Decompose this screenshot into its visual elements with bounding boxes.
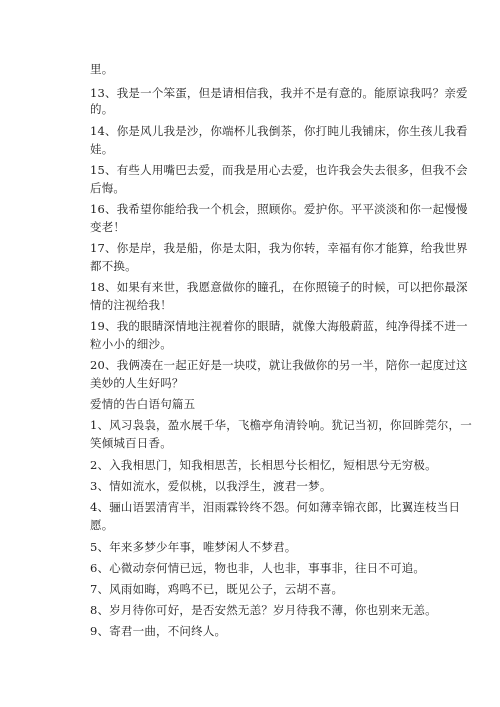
text-line: 18、如果有来世，我愿意做你的瞳孔，在你照镜子的时候，可以把你最深 [90, 280, 468, 294]
text-line: 后悔。 [90, 181, 126, 195]
text-line: 19、我的眼睛深情地注视着你的眼睛，就像大海般蔚蓝，纯净得揉不进一 [90, 319, 468, 333]
text-line: 15、有些人用嘴巴去爱，而我是用心去爱，也许我会失去很多，但我不会 [90, 163, 468, 177]
text-line: 7、风雨如晦，鸡鸣不已，既见公子，云胡不喜。 [90, 582, 344, 596]
text-line: 情的注视给我！ [90, 298, 172, 312]
text-line: 粒小小的细沙。 [90, 337, 172, 351]
text-line: 5、年来多梦少年事，唯梦闲人不梦君。 [90, 540, 297, 554]
text-line: 17、你是岸，我是船，你是太阳，我为你转，幸福有你才能算，给我世界 [90, 241, 468, 255]
text-line: 娃。 [90, 142, 114, 156]
text-line: 都不换。 [90, 259, 137, 273]
text-line: 的。 [90, 102, 114, 116]
text-line: 20、我俩凑在一起正好是一块哎，就让我做你的另一半，陪你一起度过这 [90, 358, 468, 372]
text-line: 14、你是风儿我是沙，你端杯儿我倒茶，你打盹儿我铺床，你生孩儿我看 [90, 124, 468, 138]
text-line: 笑倾城百日香。 [90, 436, 172, 450]
text-line: 3、情如流水，爱似桃，以我浮生，渡君一梦。 [90, 479, 332, 493]
text-line: 2、入我相思门，知我相思苦，长相思兮长相忆，短相思兮无穷极。 [90, 458, 437, 472]
text-line: 16、我希望你能给我一个机会，照顾你。爱护你。平平淡淡和你一起慢慢 [90, 202, 468, 216]
text-line: 1、风习袅袅，盈水展千华，飞檐亭角清铃响。犹记当初，你回眸莞尔，一 [90, 418, 472, 432]
text-line: 9、寄君一曲，不问终人。 [90, 624, 227, 638]
text-line: 8、岁月待你可好，是否安然无恙？岁月待我不薄，你也别来无恙。 [90, 603, 437, 617]
text-line: 里。 [90, 62, 114, 76]
text-line: 6、心微动奈何情已远，物也非，人也非，事事非，往日不可追。 [90, 561, 426, 575]
section-heading: 爱情的告白语句篇五 [90, 397, 196, 411]
text-line: 4、骊山语罢清宵半，泪雨霖铃终不怨。何如薄幸锦衣郎，比翼连枝当日 [90, 500, 461, 514]
text-line: 美妙的人生好吗？ [90, 376, 184, 390]
text-line: 愿。 [90, 518, 114, 532]
text-line: 变老！ [90, 220, 126, 234]
text-line: 13、我是一个笨蛋，但是请相信我，我并不是有意的。能原谅我吗？亲爱 [90, 86, 468, 100]
